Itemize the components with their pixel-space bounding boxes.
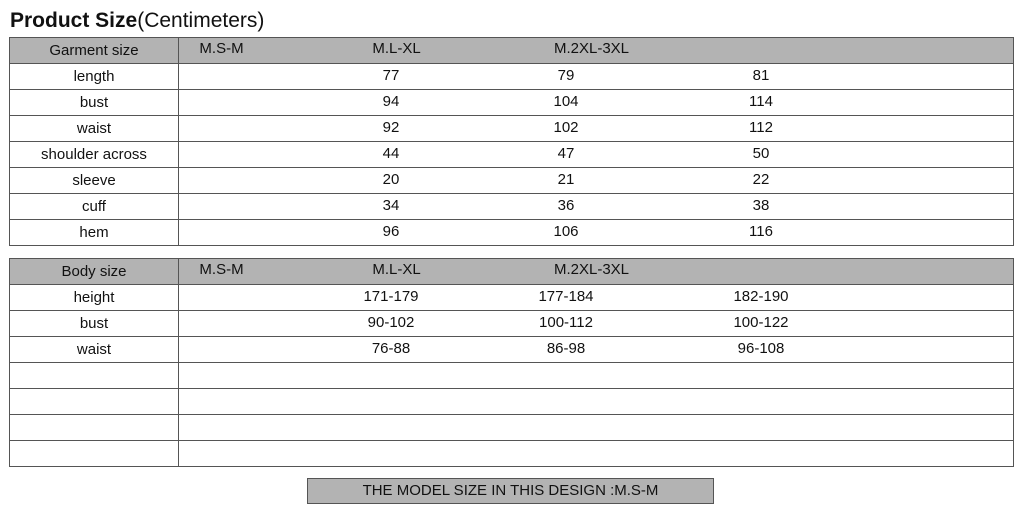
page-title	[10, 8, 264, 34]
row-values	[179, 337, 1014, 363]
table-row	[10, 415, 1014, 441]
cell-value: 44	[382, 145, 400, 162]
row-label: bust	[10, 90, 179, 116]
cell-value: 38	[752, 197, 770, 214]
cell-value: 104	[553, 93, 579, 110]
row-label: waist	[10, 116, 179, 142]
cell-value: 114	[749, 93, 773, 110]
row-values	[179, 285, 1014, 311]
row-label: bust	[10, 311, 179, 337]
row-values	[179, 194, 1014, 220]
table-row	[10, 311, 1014, 337]
body-header-label: Body size	[10, 259, 179, 285]
cell-value: 106	[553, 223, 579, 240]
cell-value: 20	[382, 171, 400, 188]
row-values	[179, 363, 1014, 389]
cell-value: 50	[752, 145, 770, 162]
cell-value: 102	[553, 119, 579, 136]
row-label: length	[10, 64, 179, 90]
cell-value: 86-98	[546, 340, 586, 357]
cell-value: 47	[557, 145, 575, 162]
row-label	[10, 441, 179, 467]
garment-header-sizes	[179, 38, 1014, 64]
title-unit: (Centimeters)	[137, 9, 265, 32]
cell-value: 94	[382, 93, 400, 110]
row-values	[179, 389, 1014, 415]
cell-value: 79	[557, 67, 575, 84]
row-values	[179, 90, 1014, 116]
cell-value: 112	[749, 119, 773, 136]
garment-size-col-3: M.2XL-3XL	[553, 39, 630, 57]
row-label: cuff	[10, 194, 179, 220]
table-row	[10, 168, 1014, 194]
table-row	[10, 194, 1014, 220]
cell-value: 81	[752, 67, 770, 84]
row-label: sleeve	[10, 168, 179, 194]
garment-header-label: Garment size	[10, 38, 179, 64]
row-values	[179, 168, 1014, 194]
row-label	[10, 363, 179, 389]
garment-size-col-1: M.S-M	[199, 39, 244, 57]
title-main: Product Size	[10, 9, 138, 32]
row-label: hem	[10, 220, 179, 246]
garment-size-table	[9, 37, 1014, 246]
row-values	[179, 142, 1014, 168]
table-row	[10, 142, 1014, 168]
row-values	[179, 441, 1014, 467]
body-size-col-1: M.S-M	[199, 260, 244, 278]
cell-value: 90-102	[367, 314, 415, 331]
row-label	[10, 389, 179, 415]
table-row	[10, 441, 1014, 467]
cell-value: 177-184	[538, 288, 594, 305]
cell-value: 96	[382, 223, 400, 240]
cell-value: 182-190	[733, 288, 789, 305]
table-row	[10, 64, 1014, 90]
body-size-col-3: M.2XL-3XL	[553, 260, 630, 278]
cell-value: 21	[557, 171, 575, 188]
row-values	[179, 311, 1014, 337]
row-values	[179, 415, 1014, 441]
row-label	[10, 415, 179, 441]
table-row	[10, 389, 1014, 415]
body-header-row	[10, 259, 1014, 285]
cell-value: 36	[557, 197, 575, 214]
row-label: waist	[10, 337, 179, 363]
row-values	[179, 64, 1014, 90]
cell-value: 77	[382, 67, 400, 84]
row-values	[179, 116, 1014, 142]
cell-value: 116	[749, 223, 773, 240]
table-row	[10, 220, 1014, 246]
cell-value: 92	[382, 119, 400, 136]
body-header-sizes	[179, 259, 1014, 285]
cell-value: 100-112	[539, 314, 593, 331]
garment-header-row	[10, 38, 1014, 64]
row-label: shoulder across	[10, 142, 179, 168]
body-size-table	[9, 258, 1014, 467]
garment-size-col-2: M.L-XL	[372, 39, 421, 57]
table-row	[10, 116, 1014, 142]
cell-value: 34	[382, 197, 400, 214]
model-size-note: THE MODEL SIZE IN THIS DESIGN :M.S-M	[307, 478, 714, 504]
body-size-col-2: M.L-XL	[372, 260, 421, 278]
row-label: height	[10, 285, 179, 311]
row-values	[179, 220, 1014, 246]
cell-value: 100-122	[733, 314, 789, 331]
table-row	[10, 363, 1014, 389]
cell-value: 171-179	[363, 288, 419, 305]
table-row	[10, 90, 1014, 116]
cell-value: 22	[752, 171, 770, 188]
table-row	[10, 337, 1014, 363]
cell-value: 96-108	[737, 340, 785, 357]
cell-value: 76-88	[371, 340, 411, 357]
table-row	[10, 285, 1014, 311]
